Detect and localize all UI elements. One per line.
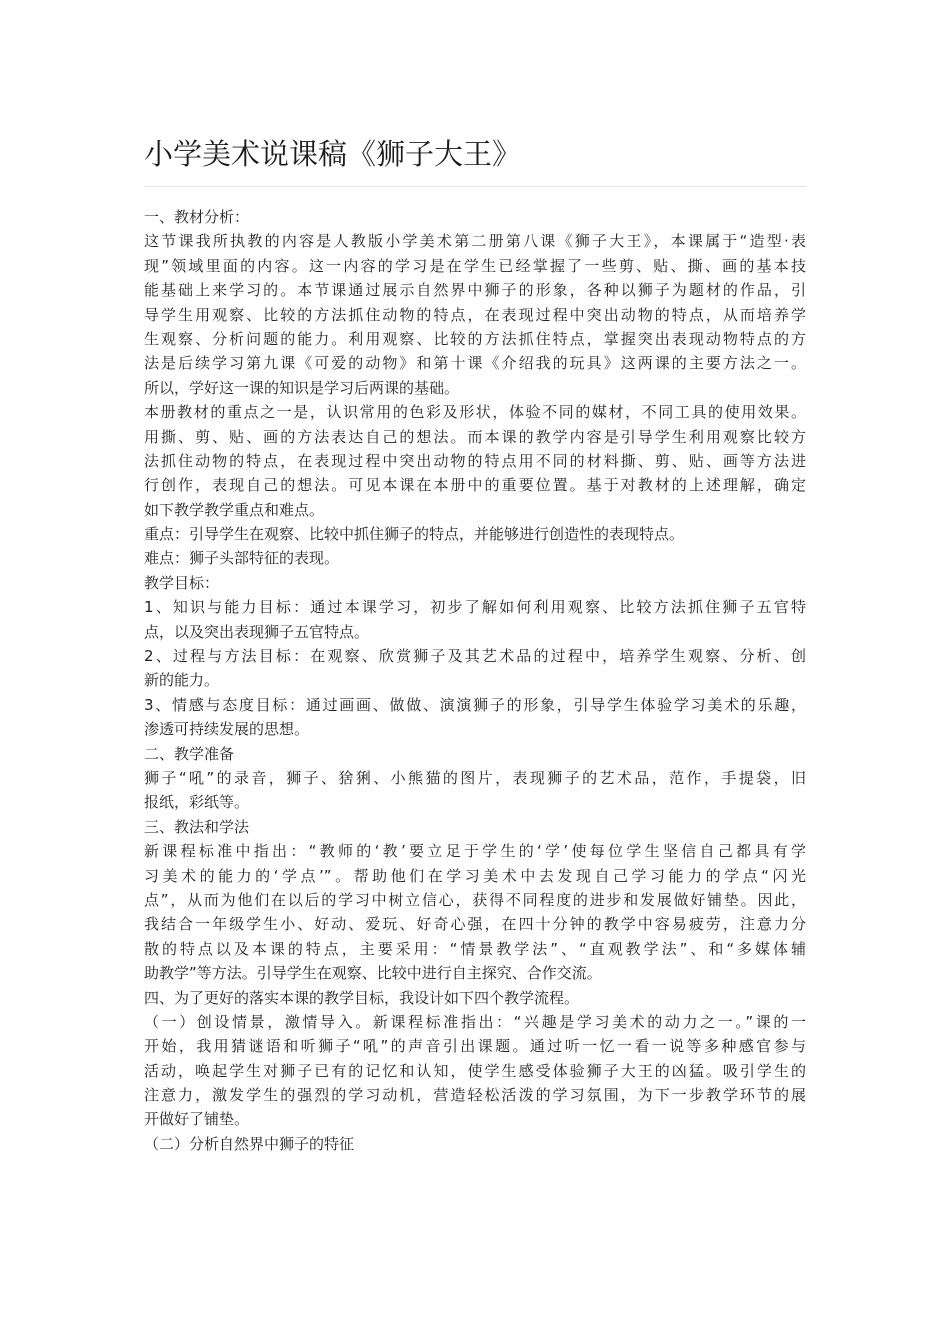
body-text-line: （二）分析自然界中狮子的特征 <box>144 1134 355 1153</box>
body-text-line: 活动，唤起学生对狮子已有的记忆和认知，使学生感受体验狮子大王的凶猛。吸引学生的 <box>144 1061 806 1080</box>
body-text-line: 习美术的能力的‘学点’”。帮助他们在学习美术中去发现自己学习能力的学点“闪光 <box>144 866 806 885</box>
body-text-line: 开始，我用猜谜语和听狮子“吼”的声音引出课题。通过听一忆一看一说等多种感官参与 <box>144 1037 806 1056</box>
body-text-line: 法抓住动物的特点，在表现过程中突出动物的特点用不同的材料撕、剪、贴、画等方法进 <box>144 451 806 470</box>
body-text-line: （一）创设情景，激情导入。新课程标准指出：“兴趣是学习美术的动力之一。”课的一 <box>144 1012 806 1031</box>
body-text-line: 一、教材分析： <box>144 208 250 226</box>
title-divider <box>144 186 806 187</box>
body-text-line: 法是后续学习第九课《可爱的动物》和第十课《介绍我的玩具》这两课的主要方法之一。 <box>144 354 806 373</box>
body-text-line: 我结合一年级学生小、好动、爱玩、好奇心强，在四十分钟的教学中容易疲劳，注意力分 <box>144 915 806 934</box>
document-body <box>144 205 806 1156</box>
body-text-line: 点，以及突出表现狮子五官特点。 <box>144 622 370 641</box>
body-text-line: 注意力，激发学生的强烈的学习动机，营造轻松活泼的学习氛围，为下一步教学环节的展 <box>144 1086 806 1105</box>
body-text-line: 生观察、分析问题的能力。利用观察、比较的方法抓住特点，掌握突出表现动物特点的方 <box>144 329 806 348</box>
body-text-line: 点”，从而为他们在以后的学习中树立信心，获得不同程度的进步和发展做好铺垫。因此， <box>144 890 806 909</box>
body-text-line: 这节课我所执教的内容是人教版小学美术第二册第八课《狮子大王》，本课属于“造型·表 <box>144 232 806 251</box>
body-text-line: 新的能力。 <box>144 671 220 690</box>
body-text-line: 难点：狮子头部特征的表现。 <box>144 549 340 568</box>
body-text-line: 能基础上来学习的。本节课通过展示自然界中狮子的形象，各种以狮子为题材的作品，引 <box>144 281 806 300</box>
body-text-line: 助教学”等方法。引导学生在观察、比较中进行自主探究、合作交流。 <box>144 964 602 983</box>
body-text-line: 导学生用观察、比较的方法抓住动物的特点，在表现过程中突出动物的特点，从而培养学 <box>144 305 806 324</box>
body-text-line: 狮子“吼”的录音，狮子、猞猁、小熊猫的图片，表现狮子的艺术品，范作，手提袋，旧 <box>144 768 806 787</box>
body-text-line: 如下教学教学重点和难点。 <box>144 500 325 519</box>
body-text-line: 报纸，彩纸等。 <box>144 793 250 812</box>
body-text-line: 二、教学准备 <box>144 744 235 763</box>
body-text-line: 所以，学好这一课的知识是学习后两课的基础。 <box>144 378 460 397</box>
body-text-line: 3、情感与态度目标：通过画画、做做、演演狮子的形象，引导学生体验学习美术的乐趣， <box>144 695 806 714</box>
body-text-line: 散的特点以及本课的特点，主要采用：“情景教学法”、“直观教学法”、和“多媒体辅 <box>144 939 806 958</box>
body-text-line: 四、为了更好的落实本课的教学目标，我设计如下四个教学流程。 <box>144 988 580 1007</box>
body-text-line: 现”领域里面的内容。这一内容的学习是在学生已经掌握了一些剪、贴、撕、画的基本技 <box>144 256 806 275</box>
body-text-line: 渗透可持续发展的思想。 <box>144 720 310 739</box>
body-text-line: 2、过程与方法目标：在观察、欣赏狮子及其艺术品的过程中，培养学生观察、分析、创 <box>144 647 806 666</box>
body-text-line: 行创作，表现自己的想法。可见本课在本册中的重要位置。基于对教材的上述理解，确定 <box>144 476 806 495</box>
body-text-line: 新课程标准中指出：“教师的‘教’要立足于学生的‘学’使每位学生坚信自己都具有学 <box>144 842 806 861</box>
document-title: 小学美术说课稿《狮子大王》 <box>144 137 522 171</box>
body-text-line: 重点：引导学生在观察、比较中抓住狮子的特点，并能够进行创造性的表现特点。 <box>144 525 685 544</box>
body-text-line: 三、教法和学法 <box>144 817 250 836</box>
body-text-line: 用撕、剪、贴、画的方法表达自己的想法。而本课的教学内容是引导学生利用观察比较方 <box>144 427 806 446</box>
body-text-line: 本册教材的重点之一是，认识常用的色彩及形状，体验不同的媒材，不同工具的使用效果。 <box>144 403 806 422</box>
body-text-line: 教学目标： <box>144 573 220 592</box>
body-text-line: 1、知识与能力目标：通过本课学习，初步了解如何利用观察、比较方法抓住狮子五官特 <box>144 598 806 617</box>
body-text-line: 开做好了铺垫。 <box>144 1110 250 1129</box>
